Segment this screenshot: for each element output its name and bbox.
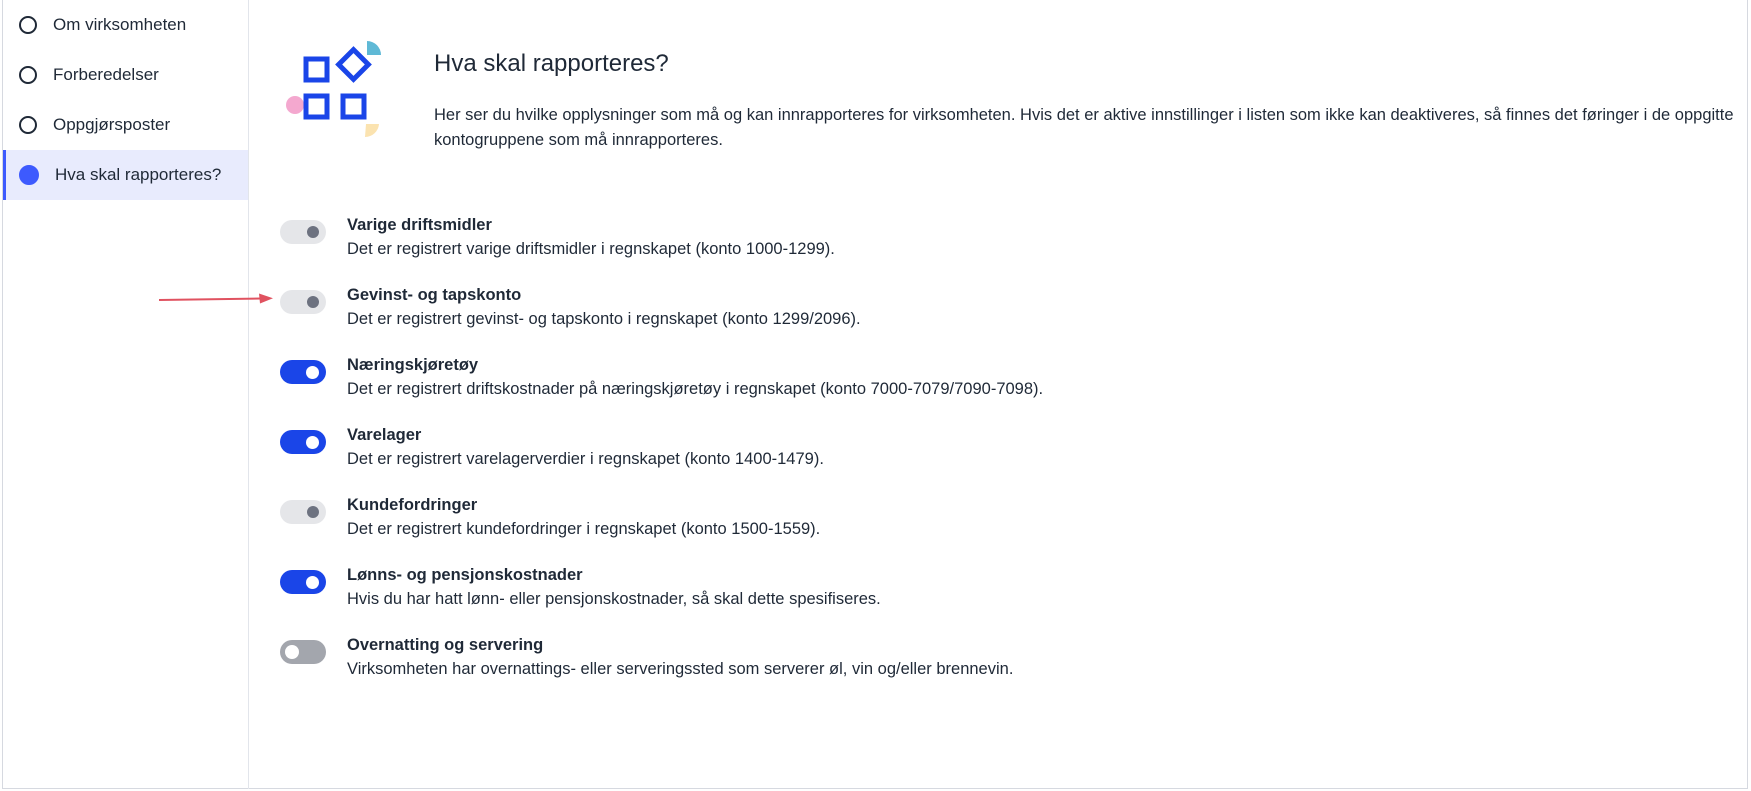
step-circle-icon [19, 66, 37, 84]
toggle-switch[interactable] [280, 430, 326, 454]
toggle-knob [306, 436, 319, 449]
red-arrow-annotation [155, 290, 275, 310]
item-title: Kundefordringer [347, 496, 478, 514]
step-label: Oppgjørsposter [53, 115, 171, 134]
report-item-overnatting-og-servering [280, 636, 1680, 696]
item-title: Varelager [347, 426, 422, 444]
report-item-gevinst-og-tapskonto [280, 286, 1680, 346]
item-title: Varige driftsmidler [347, 216, 492, 234]
main-content [250, 0, 1751, 789]
item-title: Overnatting og servering [347, 636, 544, 654]
item-title: Gevinst- og tapskonto [347, 286, 522, 304]
item-description: Det er registrert varelagerverdier i regnskapet (konto 1400-1479). [347, 450, 824, 468]
toggle-knob [306, 366, 319, 379]
report-item-kundefordringer [280, 496, 1680, 556]
step-circle-icon [19, 116, 37, 134]
item-title: Næringskjøretøy [347, 356, 479, 374]
report-item-varelager [280, 426, 1680, 486]
toggle-switch[interactable] [280, 500, 326, 524]
step-hva-skal-rapporteres[interactable] [3, 150, 248, 200]
item-description: Virksomheten har overnattings- eller serveringssted som serverer øl, vin og/eller brennevin. [347, 660, 1014, 678]
step-label: Hva skal rapporteres? [55, 165, 222, 184]
item-description: Det er registrert kundefordringer i regnskapet (konto 1500-1559). [347, 520, 821, 538]
report-item-lonns-og-pensjonskostnader [280, 566, 1680, 626]
toggle-switch[interactable] [280, 640, 326, 664]
step-sidebar [3, 0, 249, 789]
page-title: Hva skal rapporteres? [434, 50, 669, 77]
step-label: Forberedelser [53, 65, 159, 84]
report-item-naeringskjoretoy [280, 356, 1680, 416]
step-label: Om virksomheten [53, 15, 187, 34]
toggle-knob [307, 506, 319, 518]
item-description: Hvis du har hatt lønn- eller pensjonskostnader, så skal dette spesifiseres. [347, 590, 881, 608]
item-description: Det er registrert varige driftsmidler i regnskapet (konto 1000-1299). [347, 240, 835, 258]
toggle-knob [306, 576, 319, 589]
toggle-knob [307, 226, 319, 238]
toggle-switch[interactable] [280, 570, 326, 594]
item-description: Det er registrert driftskostnader på næringskjøretøy i regnskapet (konto 7000-7079/7090-7098). [347, 380, 1044, 398]
page-description: Her ser du hvilke opplysninger som må og kan innrapporteres for virksomheten. Hvis det er aktive innstillinger i listen som ikke kan deaktiveres, så finnes det føringer i de oppgitte kontogruppene som må innrapporteres. [434, 106, 1734, 149]
report-shapes-icon [282, 40, 392, 150]
toggle-switch[interactable] [280, 220, 326, 244]
item-title: Lønns- og pensjonskostnader [347, 566, 583, 584]
toggle-knob [307, 296, 319, 308]
step-om-virksomheten[interactable] [3, 0, 248, 50]
step-oppgjorsposter[interactable] [3, 100, 248, 150]
step-circle-icon [19, 16, 37, 34]
report-item-varige-driftsmidler [280, 216, 1680, 276]
toggle-knob [285, 645, 299, 659]
step-circle-icon [19, 165, 39, 185]
item-description: Det er registrert gevinst- og tapskonto i regnskapet (konto 1299/2096). [347, 310, 861, 328]
toggle-switch[interactable] [280, 360, 326, 384]
toggle-switch[interactable] [280, 290, 326, 314]
step-forberedelser[interactable] [3, 50, 248, 100]
